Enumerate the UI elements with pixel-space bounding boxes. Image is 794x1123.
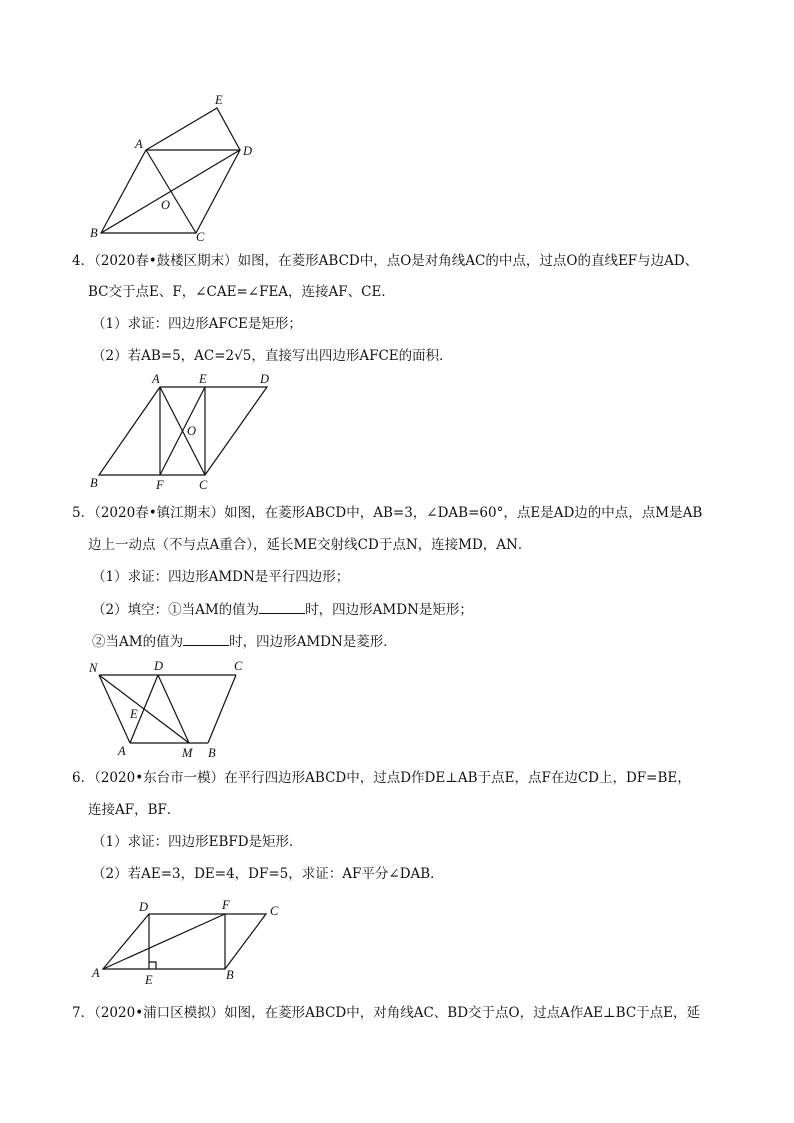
segment-nm	[99, 675, 189, 743]
q6-part1: （1）求证：四边形EBFD是矩形．	[92, 834, 303, 850]
q5-part2	[92, 600, 730, 620]
q6-line2: 连接AF，BF．	[88, 802, 181, 818]
label-D: D	[154, 659, 164, 673]
figure-q3	[0, 0, 794, 250]
label-N: N	[89, 661, 98, 675]
label-F: F	[156, 478, 164, 492]
label-D: D	[243, 144, 253, 158]
label-M: M	[182, 746, 193, 760]
segment-af	[103, 914, 225, 969]
side-bc	[208, 675, 236, 743]
q5-part3-suffix: 时，四边形AMDN是菱形．	[229, 634, 397, 650]
q5-line1: 5．（2020春•镇江期末）如图，在菱形ABCD中，AB=3，∠DAB=60°，点E是AD边的中点，点M是AB	[72, 505, 703, 521]
q4-line2: BC交于点E、F，∠CAE=∠FEA，连接AF、CE．	[88, 284, 395, 300]
label-D: D	[260, 372, 270, 386]
label-B: B	[226, 968, 234, 982]
label-O: O	[161, 198, 171, 212]
label-D: D	[139, 900, 149, 914]
q7-line1: 7．（2020•浦口区模拟）如图，在菱形ABCD中，对角线AC、BD交于点O，过点A作AE⊥BC于点E，延	[72, 1005, 701, 1021]
figure-q4	[0, 360, 794, 500]
label-A: A	[135, 137, 143, 151]
figure-q3-svg	[0, 0, 794, 250]
figure-q4-svg	[0, 360, 794, 500]
label-A: A	[152, 372, 160, 386]
label-E: E	[145, 973, 153, 987]
label-C: C	[196, 230, 205, 244]
right-angle-mark	[149, 962, 156, 969]
label-B: B	[90, 226, 98, 240]
label-B: B	[208, 746, 216, 760]
label-F: F	[222, 898, 230, 912]
q4-line1: 4．（2020春•鼓楼区期末）如图，在菱形ABCD中，点O是对角线AC的中点，过点O的直线EF与边AD、	[72, 253, 699, 269]
diagonal-bd	[101, 150, 240, 233]
q5-part2-suffix: 时，四边形AMDN是矩形；	[305, 602, 473, 618]
q6-part2: （2）若AE=3，DE=4，DF=5，求证：AF平分∠DAB．	[92, 866, 444, 882]
figure-q6	[0, 895, 794, 990]
label-B: B	[90, 476, 98, 490]
label-C: C	[234, 659, 243, 673]
figure-q5	[0, 655, 794, 760]
q5-part3	[92, 632, 730, 652]
label-E: E	[130, 707, 138, 721]
label-A: A	[118, 744, 126, 758]
q5-line2: 边上一动点（不与点A重合），延长ME交射线CD于点N，连接MD，AN．	[88, 537, 532, 553]
q5-part2-prefix: （2）填空：①当AM的值为	[92, 602, 260, 618]
label-E: E	[199, 372, 207, 386]
q6-line1: 6．（2020•东台市一模）在平行四边形ABCD中，过点D作DE⊥AB于点E，点F在边CD上，DF=BE，	[72, 770, 691, 786]
label-O: O	[187, 424, 197, 438]
q4-part1: （1）求证：四边形AFCE是矩形；	[92, 316, 302, 332]
figure-q5-svg	[0, 655, 794, 760]
q4-part2: （2）若AB=5，AC=2√5，直接写出四边形AFCE的面积．	[92, 348, 453, 364]
label-E: E	[215, 93, 223, 107]
label-C: C	[270, 904, 279, 918]
label-C: C	[199, 478, 208, 492]
parallelogram-abcd	[103, 914, 266, 969]
square-side	[146, 108, 240, 150]
label-A: A	[92, 966, 100, 980]
q5-answer-blank-2[interactable]	[183, 633, 229, 646]
q5-answer-blank-1[interactable]	[259, 601, 305, 614]
figure-q6-svg	[0, 895, 794, 990]
segment-dm	[158, 675, 189, 743]
q5-part3-prefix: ②当AM的值为	[92, 634, 184, 650]
q5-part1: （1）求证：四边形AMDN是平行四边形；	[92, 569, 350, 585]
segment-na	[99, 675, 130, 743]
